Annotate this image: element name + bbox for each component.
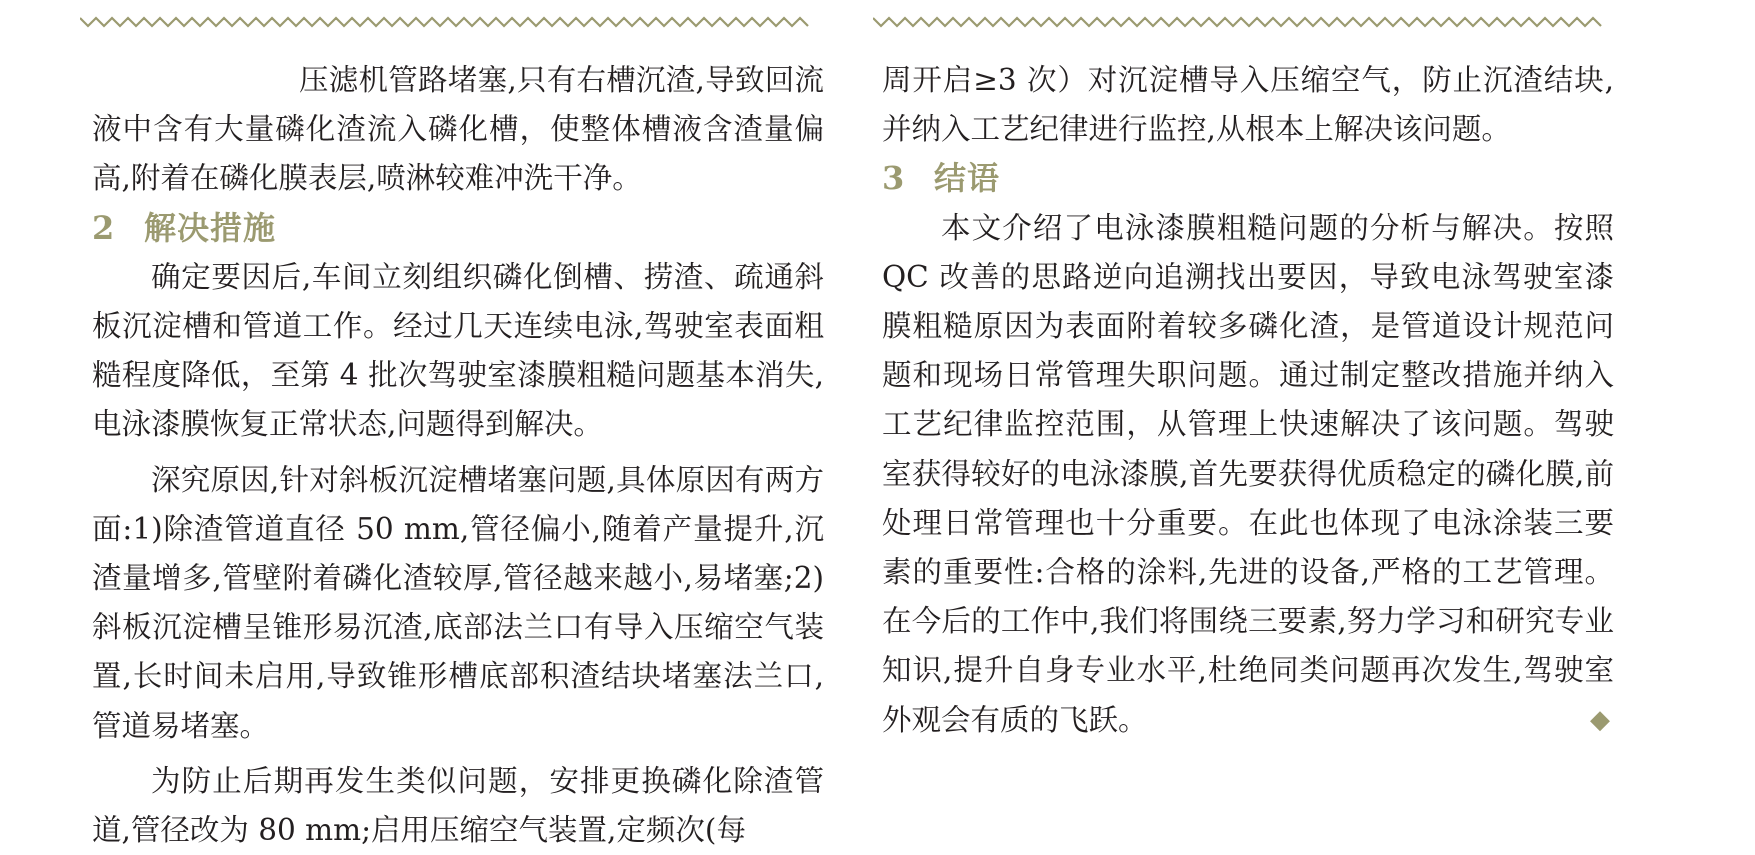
body-paragraph <box>882 204 1614 745</box>
body-paragraph: 为防止后期再发生类似问题，安排更换磷化除渣管道,管径改为 80 mm;启用压缩空气装置,定频次(每 <box>92 763 824 848</box>
left-column <box>92 56 824 855</box>
section-heading-3 <box>882 154 1614 203</box>
end-of-article-diamond-icon: ◆ <box>1590 704 1610 735</box>
header-wave-divider-right <box>873 14 1605 30</box>
right-column <box>882 56 1614 745</box>
body-paragraph: 深究原因,针对斜板沉淀槽堵塞问题,具体原因有两方面:1)除渣管道直径 50 mm,管径偏小,随着产量提升,沉渣量增多,管壁附着磷化渣较厚,管径越来越小,易堵塞;2)斜板沉淀槽呈锥形易沉渣,底部法兰口有导入压缩空气装置,长时间未启用,导致锥形槽底部积渣结块堵塞法兰口,管道易堵塞。 <box>92 462 824 743</box>
section-number: 2 <box>92 208 116 247</box>
section-number: 3 <box>882 159 906 198</box>
body-paragraph: 确定要因后,车间立刻组织磷化倒槽、捞渣、疏通斜板沉淀槽和管道工作。经过几天连续电泳,驾驶室表面粗糙程度降低，至第 4 批次驾驶室漆膜粗糙问题基本消失,电泳漆膜恢复正常状态,问题得到解决。 <box>92 259 824 442</box>
continued-paragraph: 周开启≥3 次）对沉淀槽导入压缩空气，防止沉渣结块,并纳入工艺纪律进行监控,从根本上解决该问题。 <box>882 63 1614 147</box>
section-title: 解决措施 <box>144 208 277 247</box>
continued-paragraph: 压滤机管路堵塞,只有右槽沉渣,导致回流液中含有大量磷化渣流入磷化槽，使整体槽液含渣量偏高,附着在磷化膜表层,喷淋较难冲洗干净。 <box>92 63 824 196</box>
conclusion-text: 本文介绍了电泳漆膜粗糙问题的分析与解决。按照 QC 改善的思路逆向追溯找出要因，导致电泳驾驶室漆膜粗糙原因为表面附着较多磷化渣，是管道设计规范问题和现场日常管理失职问题。通过制定整改措施并纳入工艺纪律监控范围，从管理上快速解决了该问题。驾驶室获得较好的电泳漆膜,首先要获得优质稳定的磷化膜,前处理日常管理也十分重要。在此也体现了电泳涂装三要素的重要性:合格的涂料,先进的设备,严格的工艺管理。在今后的工作中,我们将围绕三要素,努力学习和研究专业知识,提升自身专业水平,杜绝同类问题再次发生,驾驶室外观会有质的飞跃。 <box>882 210 1614 737</box>
header-wave-divider-left <box>80 14 812 30</box>
section-heading-2 <box>92 204 824 253</box>
section-title: 结语 <box>934 159 1001 198</box>
